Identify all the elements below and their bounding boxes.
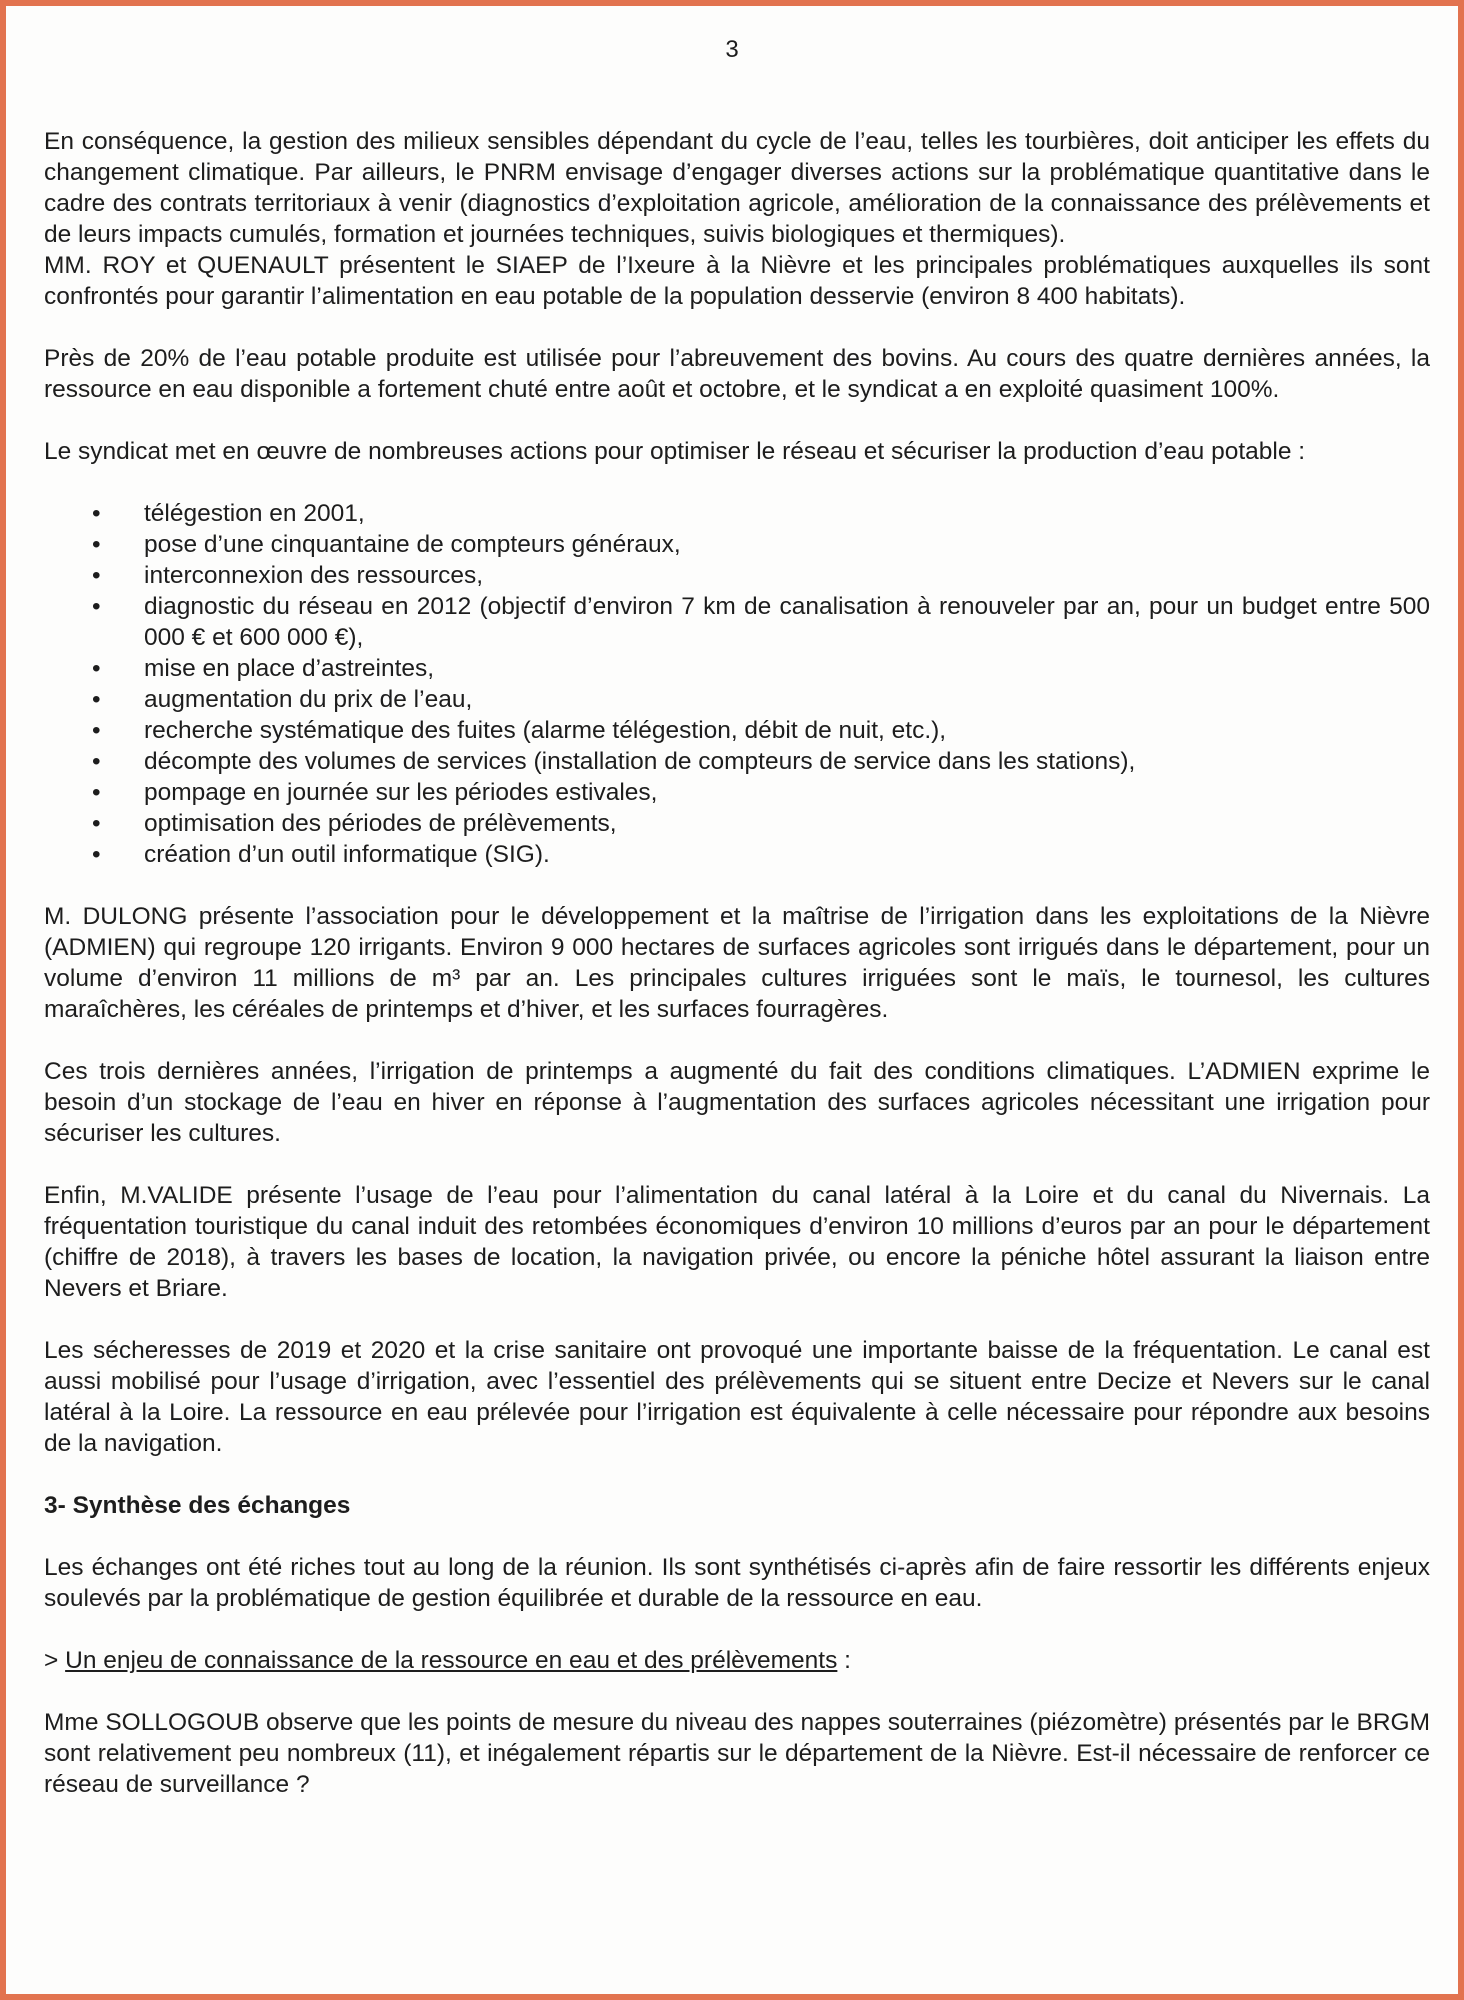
paragraph-pnrm: En conséquence, la gestion des milieux sensibles dépendant du cycle de l’eau, telles les tourbières, doit anticiper les effets du changement climatique. Par ailleurs, le PNRM envisage d’engager diverses actions sur la problématique quantitative dans le cadre des contrats territoriaux à venir (diagnostics d’exploitation agricole, amélioration de la connaissance des prélèvements et de leurs impacts cumulés, formation et journées techniques, suivis biologiques et thermiques). xyxy=(44,128,1430,248)
paragraph-eau-potable: Près de 20% de l’eau potable produite est utilisée pour l’abreuvement des bovins. Au cours des quatre dernières années, la ressource en eau disponible a fortement chuté entre août et octobre, et le syndicat a en exploité quasiment 100%. xyxy=(44,345,1430,403)
list-item: • diagnostic du réseau en 2012 (objectif d’environ 7 km de canalisation à renouveler par an, pour un budget entre 500 000 € et 600 000 €), xyxy=(44,591,1430,653)
page-number: 3 xyxy=(725,36,739,63)
subheading xyxy=(44,1645,1430,1676)
paragraph-canal: Enfin, M.VALIDE présente l’usage de l’eau pour l’alimentation du canal latéral à la Loire et du canal du Nivernais. La fréquentation touristique du canal induit des retombées économiques d’environ 10 millions d’euros par an pour le département (chiffre de 2018), à travers les bases de location, la navigation privée, ou encore la péniche hôtel assurant la liaison entre Nevers et Briare. xyxy=(44,1182,1430,1302)
paragraph-echanges: Les échanges ont été riches tout au long de la réunion. Ils sont synthétisés ci-après afin de faire ressortir les différents enjeux soulevés par la problématique de gestion équilibrée et durable de la ressource en eau. xyxy=(44,1554,1430,1612)
list-item: • optimisation des périodes de prélèvements, xyxy=(44,808,1430,839)
list-item: • recherche systématique des fuites (alarme télégestion, débit de nuit, etc.), xyxy=(44,715,1430,746)
list-item: • interconnexion des ressources, xyxy=(44,560,1430,591)
list-item: • télégestion en 2001, xyxy=(44,498,1430,529)
list-item: • augmentation du prix de l’eau, xyxy=(44,684,1430,715)
list-item: • création d’un outil informatique (SIG). xyxy=(44,839,1430,870)
actions-list xyxy=(44,498,1430,870)
paragraph-siaep: MM. ROY et QUENAULT présentent le SIAEP de l’Ixeure à la Nièvre et les principales problématiques auxquelles ils sont confrontés pour garantir l’alimentation en eau potable de la population desservie (environ 8 400 habitats). xyxy=(44,252,1430,310)
paragraph-syndicat-actions: Le syndicat met en œuvre de nombreuses actions pour optimiser le réseau et sécuriser la production d’eau potable : xyxy=(44,438,1306,465)
list-item: • décompte des volumes de services (installation de compteurs de service dans les stations), xyxy=(44,746,1430,777)
subheading-suffix: : xyxy=(837,1647,851,1674)
list-item: • pose d’une cinquantaine de compteurs généraux, xyxy=(44,529,1430,560)
document-body xyxy=(44,126,1430,1800)
paragraph-piezometre: Mme SOLLOGOUB observe que les points de mesure du niveau des nappes souterraines (piézomètre) présentés par le BRGM sont relativement peu nombreux (11), et inégalement répartis sur le département de la Nièvre. Est-il nécessaire de renforcer ce réseau de surveillance ? xyxy=(44,1709,1430,1798)
list-item: • pompage en journée sur les périodes estivales, xyxy=(44,777,1430,808)
paragraph-admien: M. DULONG présente l’association pour le développement et la maîtrise de l’irrigation dans les exploitations de la Nièvre (ADMIEN) qui regroupe 120 irrigants. Environ 9 000 hectares de surfaces agricoles sont irrigués dans le département, pour un volume d’environ 11 millions de m³ par an. Les principales cultures irriguées sont le maïs, le tournesol, les cultures maraîchères, les céréales de printemps et d’hiver, et les surfaces fourragères. xyxy=(44,903,1430,1023)
section-heading: 3- Synthèse des échanges xyxy=(44,1492,351,1519)
list-item: • mise en place d’astreintes, xyxy=(44,653,1430,684)
paragraph-secheresses: Les sécheresses de 2019 et 2020 et la crise sanitaire ont provoqué une importante baisse de la fréquentation. Le canal est aussi mobilisé pour l’usage d’irrigation, avec l’essentiel des prélèvements qui se situent entre Decize et Nevers sur le canal latéral à la Loire. La ressource en eau prélevée pour l’irrigation est équivalente à celle nécessaire pour répondre aux besoins de la navigation. xyxy=(44,1337,1430,1457)
subheading-prefix: > xyxy=(44,1647,66,1674)
subheading-title: Un enjeu de connaissance de la ressource en eau et des prélèvements xyxy=(65,1647,838,1674)
paragraph-irrigation-printemps: Ces trois dernières années, l’irrigation de printemps a augmenté du fait des conditions climatiques. L’ADMIEN exprime le besoin d’un stockage de l’eau en hiver en réponse à l’augmentation des surfaces agricoles nécessitant une irrigation pour sécuriser les cultures. xyxy=(44,1058,1430,1147)
